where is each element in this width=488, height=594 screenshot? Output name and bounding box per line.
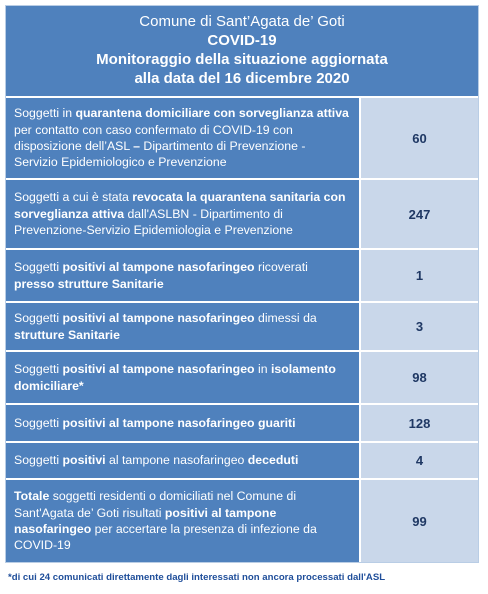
table-subtitle-line2: alla data del 16 dicembre 2020 (134, 70, 350, 87)
emphasis-text: presso strutture Sanitarie (14, 276, 164, 291)
covid-monitoring-table (5, 5, 479, 563)
description-text: Dipartimento di Prevenzione - Servizio Epidemiologico e Prevenzione (14, 139, 306, 170)
table-subtitle-line1: Monitoraggio della situazione aggiornata (96, 51, 388, 68)
emphasis-text: positivi al tampone nasofaringeo guariti (62, 415, 296, 430)
row-description (6, 98, 361, 178)
emphasis-text: deceduti (247, 453, 299, 468)
row-value: 247 (361, 180, 478, 248)
emphasis-text: quarantena domiciliare con sorveglianza attiva (75, 106, 349, 121)
description-text: soggetti residenti o domiciliati nel Comune di Sant'Agata de’ Goti risultati (14, 489, 297, 520)
table-row (6, 405, 478, 443)
row-description (6, 443, 361, 478)
row-value: 128 (361, 405, 478, 441)
description-text: ricoverati (254, 260, 308, 275)
emphasis-text: – (133, 139, 141, 153)
table-row (6, 480, 478, 562)
table-row (6, 303, 478, 352)
description-text: per contatto con caso confermato di COVID-19 con disposizione dell’ASL (14, 122, 293, 153)
municipality-name: Comune di Sant’Agata de’ Goti (139, 13, 345, 30)
emphasis-text: positivi al tampone nasofaringeo (62, 311, 255, 326)
table-row (6, 180, 478, 250)
table-row (6, 250, 478, 303)
table-row (6, 443, 478, 480)
row-value: 99 (361, 480, 478, 562)
row-value: 3 (361, 303, 478, 350)
description-text: Soggetti (14, 453, 63, 468)
description-text: Soggetti (14, 311, 63, 326)
table-row (6, 98, 478, 180)
row-value: 4 (361, 443, 478, 478)
description-text: dall'ASLBN - Dipartimento di Prevenzione-Servizio Epidemiologia e Prevenzione (14, 206, 293, 238)
description-text: Soggetti (14, 415, 63, 430)
row-description (6, 352, 361, 403)
table-header (6, 6, 478, 98)
description-text: per accertare la presenza di infezione da COVID-19 (14, 522, 317, 553)
row-description (6, 250, 361, 301)
table-title: COVID-19 (207, 32, 277, 49)
description-text: al tampone nasofaringeo (105, 453, 248, 468)
description-text: Soggetti a cui è stata (14, 190, 133, 205)
row-description (6, 180, 361, 248)
emphasis-text: revocata la quarantena sanitaria con sorveglianza attiva (14, 190, 346, 221)
description-text: in (254, 362, 271, 377)
row-value: 1 (361, 250, 478, 301)
row-value: 98 (361, 352, 478, 403)
description-text: Soggetti (14, 362, 63, 377)
table-row (6, 352, 478, 405)
emphasis-text: strutture Sanitarie (14, 327, 120, 342)
emphasis-text: positivi al tampone nasofaringeo (62, 260, 255, 275)
row-value: 60 (361, 98, 478, 178)
emphasis-text: positivi al tampone nasofaringeo (14, 505, 277, 536)
description-text: dimessi da (254, 311, 317, 326)
emphasis-text: isolamento domiciliare* (14, 362, 336, 393)
row-description (6, 480, 361, 562)
row-description (6, 303, 361, 350)
emphasis-text: positivi (62, 453, 106, 468)
description-text: Soggetti (14, 260, 63, 275)
footnote: *di cui 24 comunicati direttamente dagli interessati non ancora processati dall'ASL (8, 572, 386, 583)
emphasis-text: positivi al tampone nasofaringeo (62, 362, 255, 377)
description-text: Soggetti in (14, 106, 76, 121)
emphasis-text: Totale (14, 489, 50, 504)
row-description (6, 405, 361, 441)
